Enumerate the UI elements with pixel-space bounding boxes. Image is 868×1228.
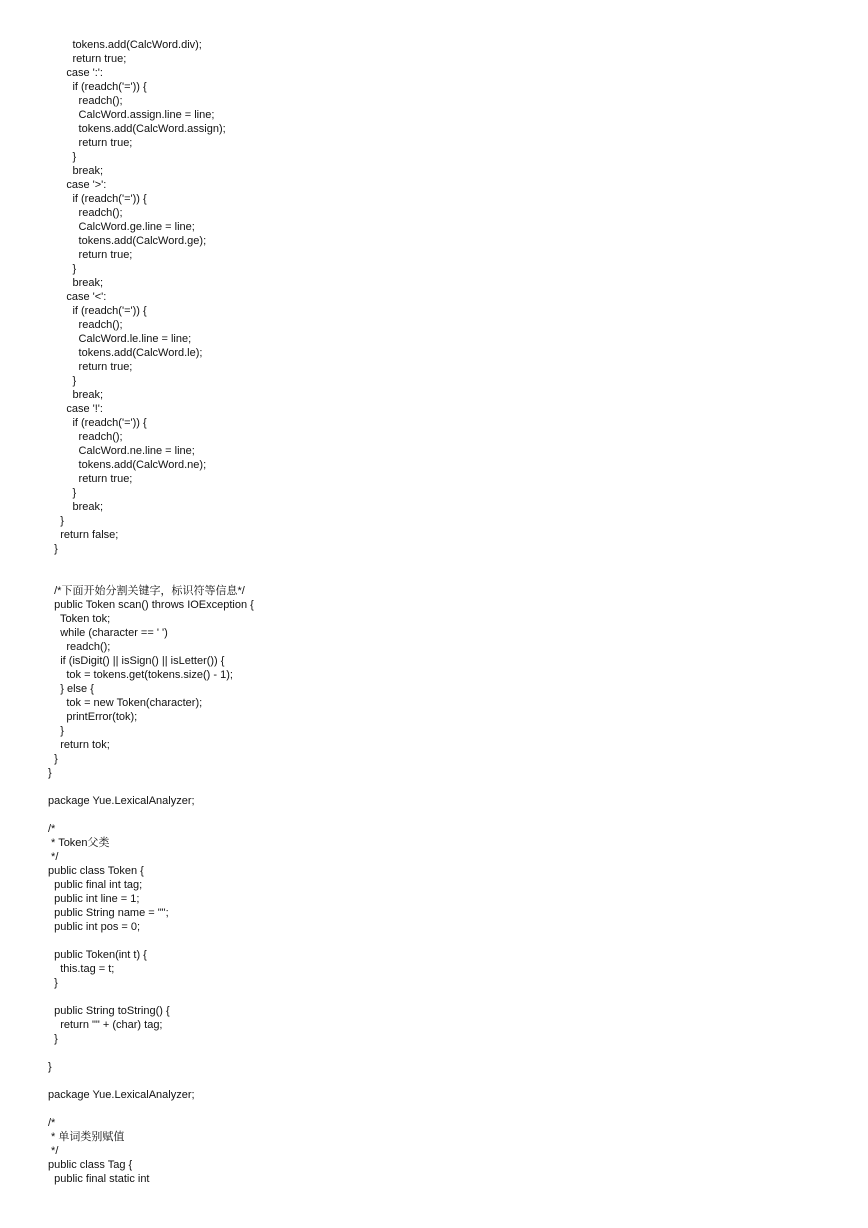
code-line: break; <box>48 389 104 401</box>
code-line: public class Token { <box>48 865 144 877</box>
code-line: tokens.add(CalcWord.ne); <box>48 459 207 471</box>
code-line: CalcWord.le.line = line; <box>48 333 192 345</box>
code-line: if (readch('=')) { <box>48 417 147 429</box>
code-line: * Token父类 <box>48 837 110 849</box>
code-line: public Token(int t) { <box>48 949 147 961</box>
code-line: return true; <box>48 473 133 485</box>
code-line <box>48 1074 848 1088</box>
code-line: if (isDigit() || isSign() || isLetter()) { <box>48 655 225 667</box>
code-line: } <box>48 1033 58 1045</box>
code-line: readch(); <box>48 641 111 653</box>
code-line: } <box>48 767 52 779</box>
code-line: readch(); <box>48 319 123 331</box>
code-line: CalcWord.ge.line = line; <box>48 221 195 233</box>
code-line: tok = new Token(character); <box>48 697 203 709</box>
code-line: */ <box>48 851 59 863</box>
code-line: public final int tag; <box>48 879 143 891</box>
code-line: readch(); <box>48 431 123 443</box>
code-line: break; <box>48 165 104 177</box>
code-line: case '!': <box>48 403 103 415</box>
code-line: * 单词类别赋值 <box>48 1131 125 1143</box>
code-line: public int pos = 0; <box>48 921 141 933</box>
code-line: this.tag = t; <box>48 963 115 975</box>
code-line: return tok; <box>48 739 110 751</box>
code-line: CalcWord.assign.line = line; <box>48 109 215 121</box>
code-line: return true; <box>48 249 133 261</box>
code-line: tokens.add(CalcWord.div); <box>48 39 202 51</box>
code-line: package Yue.LexicalAnalyzer; <box>48 795 195 807</box>
code-line: return "" + (char) tag; <box>48 1019 163 1031</box>
code-line: CalcWord.ne.line = line; <box>48 445 195 457</box>
code-line: if (readch('=')) { <box>48 193 147 205</box>
code-line <box>48 808 848 822</box>
code-line: } <box>48 543 58 555</box>
code-line: readch(); <box>48 207 123 219</box>
code-line: break; <box>48 501 104 513</box>
code-line <box>48 934 848 948</box>
code-line: /*下面开始分割关键字，标识符等信息*/ <box>48 585 245 597</box>
code-line: } <box>48 977 58 989</box>
code-line <box>48 570 848 584</box>
code-line: } <box>48 515 64 527</box>
code-line: if (readch('=')) { <box>48 305 147 317</box>
code-line: } <box>48 375 77 387</box>
code-line: tokens.add(CalcWord.ge); <box>48 235 207 247</box>
code-line: break; <box>48 277 104 289</box>
code-line: printError(tok); <box>48 711 138 723</box>
code-line: tokens.add(CalcWord.assign); <box>48 123 226 135</box>
code-line: tokens.add(CalcWord.le); <box>48 347 203 359</box>
code-line <box>48 1102 848 1116</box>
code-line: } else { <box>48 683 94 695</box>
code-line <box>48 556 848 570</box>
code-line: while (character == ' ') <box>48 627 168 639</box>
code-line: } <box>48 753 58 765</box>
code-line <box>48 990 848 1004</box>
code-line: public int line = 1; <box>48 893 140 905</box>
code-line: case '<': <box>48 291 107 303</box>
code-line: readch(); <box>48 95 123 107</box>
code-line: if (readch('=')) { <box>48 81 147 93</box>
code-line: package Yue.LexicalAnalyzer; <box>48 1089 195 1101</box>
code-block <box>48 38 848 1186</box>
code-line: public Token scan() throws IOException { <box>48 599 254 611</box>
code-line: /* <box>48 1117 56 1129</box>
code-line: return true; <box>48 361 133 373</box>
code-line: } <box>48 151 77 163</box>
code-line: public String toString() { <box>48 1005 170 1017</box>
code-line: } <box>48 725 64 737</box>
code-line: public String name = ""; <box>48 907 169 919</box>
code-line: return true; <box>48 53 127 65</box>
code-line: public final static int <box>48 1173 150 1185</box>
code-line <box>48 1046 848 1060</box>
code-line <box>48 780 848 794</box>
code-line: */ <box>48 1145 59 1157</box>
code-line: /* <box>48 823 56 835</box>
code-line: case '>': <box>48 179 107 191</box>
code-line: } <box>48 263 77 275</box>
code-line: public class Tag { <box>48 1159 133 1171</box>
code-line: Token tok; <box>48 613 111 625</box>
code-line: case ':': <box>48 67 103 79</box>
code-line: } <box>48 1061 52 1073</box>
code-line: } <box>48 487 77 499</box>
code-line: return true; <box>48 137 133 149</box>
code-line: return false; <box>48 529 119 541</box>
code-line: tok = tokens.get(tokens.size() - 1); <box>48 669 233 681</box>
